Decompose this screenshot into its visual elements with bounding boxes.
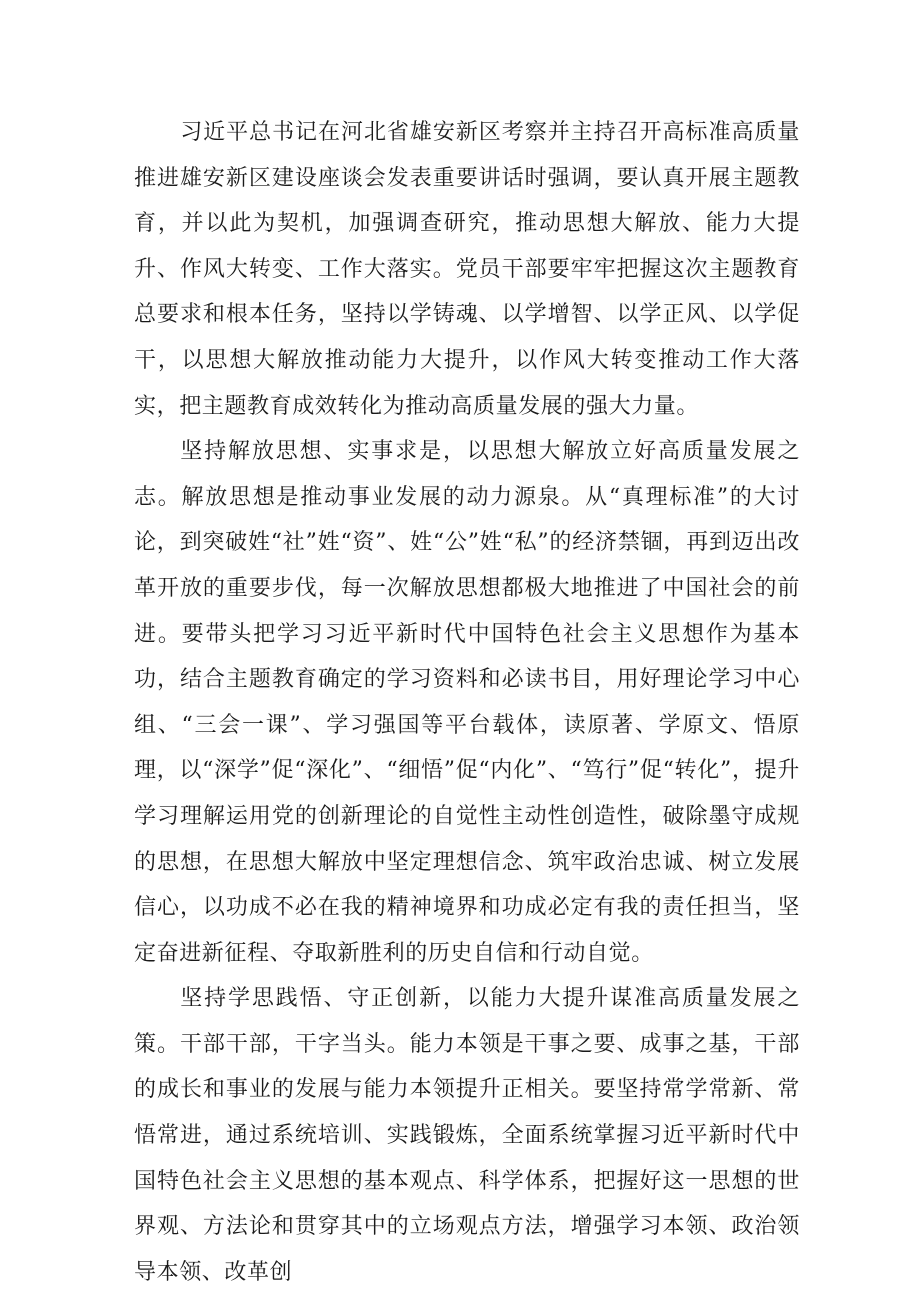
- document-body: [134, 110, 800, 1295]
- paragraph-liberate-thought: 坚持解放思想、实事求是，以思想大解放立好高质量发展之志。解放思想是推动事业发展的动力源泉。从“真理标准”的大讨论，到突破姓“社”姓“资”、姓“公”姓“私”的经济禁锢，再到迈出改革开放的重要步伐，每一次解放思想都极大地推进了中国社会的前进。要带头把学习习近平新时代中国特色社会主义思想作为基本功，结合主题教育确定的学习资料和必读书目，用好理论学习中心组、“三会一课”、学习强国等平台载体，读原著、学原文、悟原理，以“深学”促“深化”、“细悟”促“内化”、“笃行”促“转化”，提升学习理解运用党的创新理论的自觉性主动性创造性，破除墨守成规的思想，在思想大解放中坚定理想信念、筑牢政治忠诚、树立发展信心，以功成不必在我的精神境界和功成必定有我的责任担当，坚定奋进新征程、夺取新胜利的历史自信和行动自觉。: [134, 439, 800, 966]
- paragraph-ability-improvement: 坚持学思践悟、守正创新，以能力大提升谋准高质量发展之策。干部干部，干字当头。能力本领是干事之要、成事之基，干部的成长和事业的发展与能力本领提升正相关。要坚持常学常新、常悟常进，通过系统培训、实践锻炼，全面系统掌握习近平新时代中国特色社会主义思想的基本观点、科学体系，把握好这一思想的世界观、方法论和贯穿其中的立场观点方法，增强学习本领、政治领导本领、改革创: [134, 986, 800, 1285]
- paragraph-intro: 习近平总书记在河北省雄安新区考察并主持召开高标准高质量推进雄安新区建设座谈会发表重要讲话时强调，要认真开展主题教育，并以此为契机，加强调查研究，推动思想大解放、能力大提升、作风大转变、工作大落实。党员干部要牢牢把握这次主题教育总要求和根本任务，坚持以学铸魂、以学增智、以学正风、以学促干，以思想大解放推动能力大提升，以作风大转变推动工作大落实，把主题教育成效转化为推动高质量发展的强大力量。: [134, 120, 800, 419]
